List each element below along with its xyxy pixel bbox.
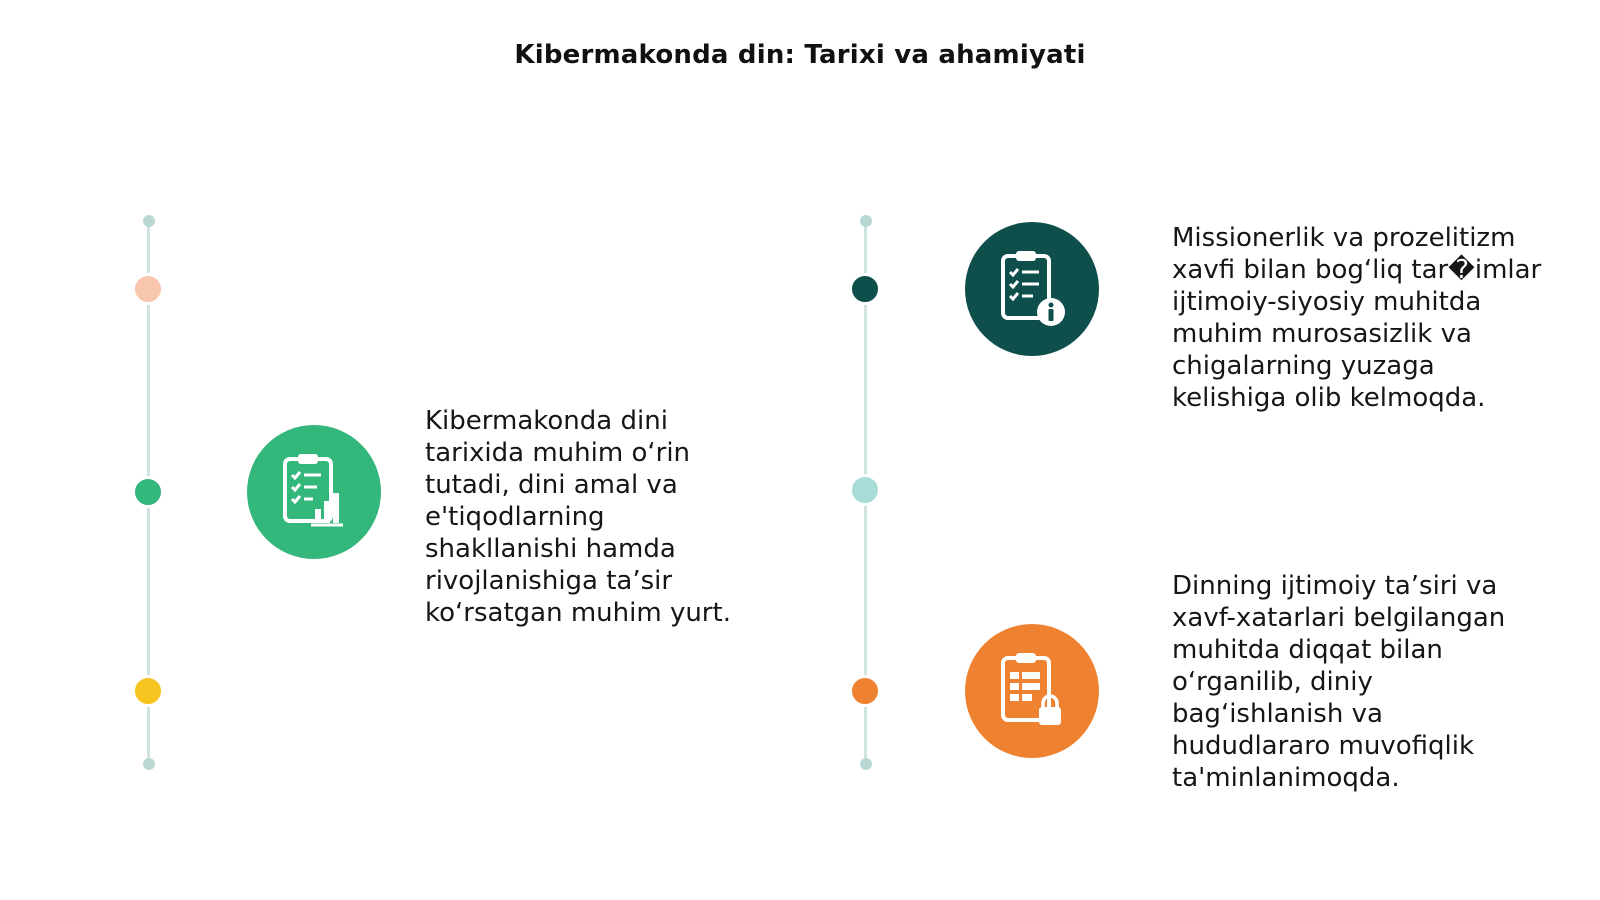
clipboard-chart-icon	[279, 451, 349, 533]
right-item-0-icon-circle	[965, 222, 1099, 356]
right-item-1-icon-circle	[965, 624, 1099, 758]
left-timeline-bottom-end	[143, 758, 155, 770]
left-item-0-text: Kibermakonda dini tarixida muhim o‘rin tutadi, dini amal va e'tiqodlarning shakllanishi hamda rivojlanishiga ta’sir ko‘rsatgan muhim yurt.	[425, 406, 731, 628]
left-node-green	[132, 476, 164, 508]
right-item-0-text: Missionerlik va prozelitizm xavfi bilan bog‘liq tar�imlar ijtimoiy-siyosiy muhitda muhim murosasizlik va chigalarning yuzaga kelishiga olib kelmoqda.	[1172, 223, 1542, 413]
left-node-yellow	[132, 675, 164, 707]
right-timeline-bottom-end	[860, 758, 872, 770]
clipboard-lock-icon	[997, 650, 1067, 732]
page-title: Kibermakonda din: Tarixi va ahamiyati	[514, 40, 1086, 70]
clipboard-info-icon	[997, 248, 1067, 330]
left-node-peach	[132, 273, 164, 305]
right-node-mint	[849, 474, 881, 506]
left-item-0-icon-circle	[247, 425, 381, 559]
left-timeline-top-end	[143, 215, 155, 227]
right-node-dark-teal	[849, 273, 881, 305]
right-timeline-top-end	[860, 215, 872, 227]
right-item-1-text: Dinning ijtimoiy ta’siri va xavf-xatarlari belgilangan muhitda diqqat bilan o‘rganilib, diniy bag‘ishlanish va hududlararo muvofiqlik ta'minlanimoqda.	[1172, 571, 1506, 793]
right-node-orange	[849, 675, 881, 707]
